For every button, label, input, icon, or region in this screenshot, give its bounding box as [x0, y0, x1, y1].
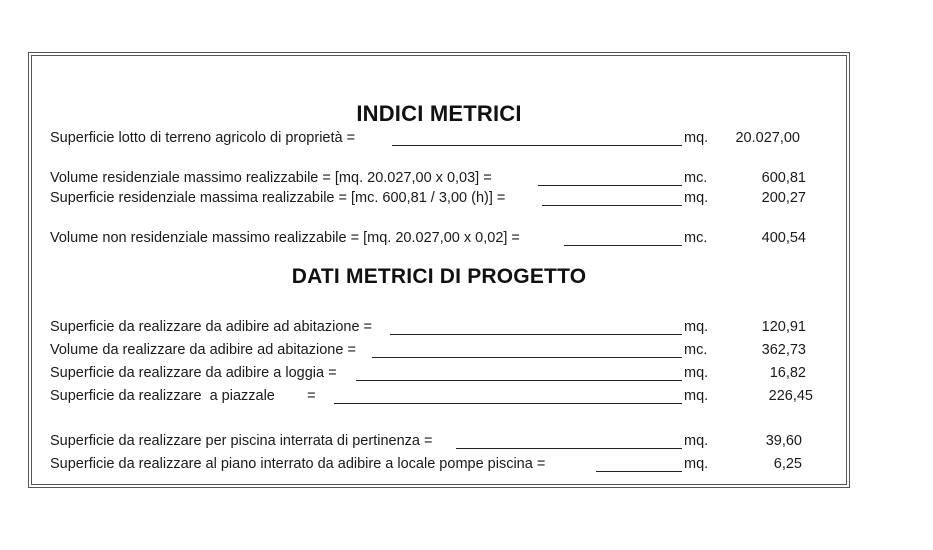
fill-line	[596, 471, 682, 472]
row-value: 6,25	[773, 456, 802, 472]
row-label: Volume da realizzare da adibire ad abitazione =	[50, 342, 356, 358]
row-label: Superficie residenziale massima realizzabile = [mc. 600,81 / 3,00 (h)] =	[50, 190, 506, 206]
row-label: Superficie da realizzare per piscina interrata di pertinenza =	[50, 433, 433, 449]
row-value: 362,73	[761, 342, 806, 358]
row-unit: mq.	[684, 130, 709, 146]
row-label: Volume residenziale massimo realizzabile = [mq. 20.027,00 x 0,03] =	[50, 170, 492, 186]
row-label: Volume non residenziale massimo realizzabile = [mq. 20.027,00 x 0,02] =	[50, 230, 520, 246]
document-frame	[28, 52, 850, 488]
row-unit: mq.	[684, 388, 709, 404]
fill-line	[356, 380, 682, 381]
row-unit: mq.	[684, 190, 709, 206]
fill-line	[456, 448, 682, 449]
fill-line	[564, 245, 682, 246]
row-label: Superficie da realizzare da adibire ad abitazione =	[50, 319, 373, 335]
row-unit: mq.	[684, 456, 709, 472]
row-value: 200,27	[761, 190, 806, 206]
fill-line	[392, 145, 682, 146]
fill-line	[334, 403, 682, 404]
row-label: Superficie da realizzare al piano interrato da adibire a locale pompe piscina =	[50, 456, 546, 472]
row-value: 16,82	[769, 365, 806, 381]
row-value: 39,60	[765, 433, 802, 449]
row-label: Superficie da realizzare a piazzale =	[50, 388, 316, 404]
row-label: Superficie lotto di terreno agricolo di proprietà =	[50, 130, 356, 146]
row-value: 20.027,00	[735, 130, 800, 146]
row-unit: mc.	[684, 342, 708, 358]
row-value: 400,54	[761, 230, 806, 246]
row-unit: mc.	[684, 230, 708, 246]
row-unit: mq.	[684, 319, 709, 335]
document-inner-frame	[31, 55, 847, 485]
fill-line	[372, 357, 682, 358]
row-value: 600,81	[761, 170, 806, 186]
fill-line	[390, 334, 682, 335]
row-label: Superficie da realizzare da adibire a loggia =	[50, 365, 337, 381]
title-dati-metrici-progetto: DATI METRICI DI PROGETTO	[291, 265, 587, 288]
row-unit: mq.	[684, 433, 709, 449]
title-indici-metrici: INDICI METRICI	[356, 101, 522, 126]
row-unit: mc.	[684, 170, 708, 186]
fill-line	[542, 205, 682, 206]
row-value: 226,45	[768, 388, 813, 404]
row-unit: mq.	[684, 365, 709, 381]
fill-line	[538, 185, 682, 186]
row-value: 120,91	[761, 319, 806, 335]
